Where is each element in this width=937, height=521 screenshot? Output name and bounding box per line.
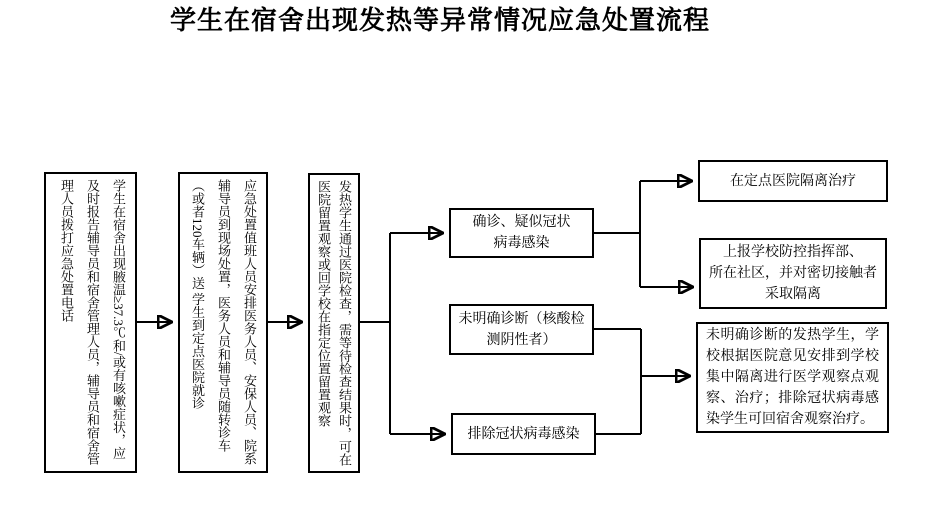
box-outcome-medical-observation <box>696 322 889 433</box>
outcome-report-line1: 上报学校防控指挥部、 <box>723 245 863 260</box>
box-step3-hospital-check: 发热学生通过医院检查，需等待检查结果时，可在医院留置观察或回学校在指定位置留置观察 <box>308 173 360 473</box>
box-step2-onsite-handling: 应急处置值班人员安排医务人员、安保人员、院系辅导员到现场处置，医务人员和辅导员随转诊车（或者120车辆）送 学生到定点医院就诊 <box>178 172 268 473</box>
branch-undiagnosed-line2: 测阴性者） <box>486 332 557 348</box>
outcome-report-line3: 采取隔离 <box>765 287 821 302</box>
box-branch-confirmed <box>449 208 594 258</box>
box-branch-excluded <box>451 413 596 455</box>
outcome-hospital-label: 在定点医院隔离治疗 <box>730 173 856 189</box>
outcome-report-line2: 所在社区，并对密切接触者 <box>709 266 877 281</box>
box-outcome-report-isolate-contacts <box>699 238 887 309</box>
page-title: 学生在宿舍出现发热等异常情况应急处置流程 <box>169 5 710 35</box>
outcome-observe-text: 未明确诊断的发热学生，学校根据医院意见安排到学校集中隔离进行医学观察点观察、治疗；排除冠状病毒感染学生可回宿舍观察治疗。 <box>706 328 879 427</box>
branch-excluded-label: 排除冠状病毒感染 <box>467 426 580 442</box>
box-branch-undiagnosed <box>449 304 594 355</box>
branch-confirmed-line2: 病毒感染 <box>493 236 550 251</box>
box-step1-report-fever: 学生在宿舍出现腋温≥37.3℃和/或有咳嗽症状，应及时报告辅导员和宿舍管理人员，辅导员和宿舍管理人员拨打应急处置电话 <box>44 172 137 473</box>
box-outcome-hospital-isolation <box>698 160 888 202</box>
branch-undiagnosed-line1: 未明确诊断（核酸检 <box>458 311 585 327</box>
branch-confirmed-line1: 确诊、疑似冠状 <box>472 215 571 230</box>
